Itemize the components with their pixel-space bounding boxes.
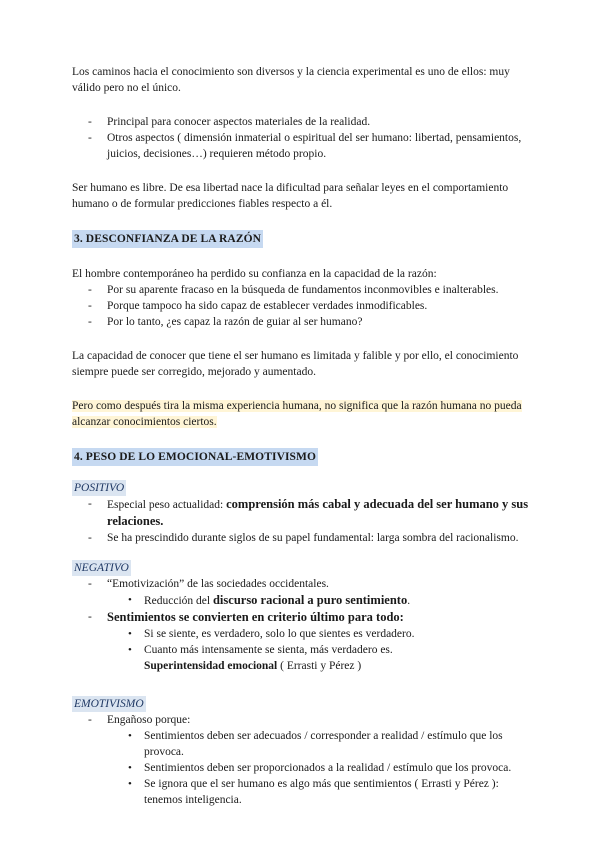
list-item: - Por su aparente fracaso en la búsqueda de fundamentos inconmovibles e inalterables. xyxy=(72,282,532,298)
freedom-paragraph: Ser humano es libre. De esa libertad nace la dificultad para señalar leyes en el comportamiento humano o de formular predicciones fiables respecto a él. xyxy=(72,182,509,210)
negative-bullets-1 xyxy=(72,592,532,609)
intro-paragraph: Los caminos hacia el conocimiento son diversos y la ciencia experimental es uno de ellos: muy válido pero no el único. xyxy=(72,66,510,94)
bullet-item xyxy=(72,592,532,609)
bullet-item: • Sentimientos deben ser proporcionados a la realidad / estímulo que los provoca. xyxy=(72,760,532,776)
list-item xyxy=(72,609,532,626)
emotivism-list xyxy=(72,712,532,728)
bullet-item: • Si se siente, es verdadero, solo lo que sientes es verdadero. xyxy=(72,626,532,642)
positive-list xyxy=(72,496,532,546)
negative-bullets-2 xyxy=(72,626,532,658)
intro-list xyxy=(72,114,532,162)
list-item: - Engañoso porque: xyxy=(72,712,532,728)
criteria-bold: Sentimientos se convierten en criterio último para todo: xyxy=(107,610,404,624)
document-page xyxy=(72,64,532,808)
bullet-suffix: . xyxy=(407,595,411,607)
highlighted-text: Pero como después tira la misma experiencia humana, no significa que la razón humana no pueda alcanzar conocimientos ciertos. xyxy=(72,400,522,428)
emotivism-label: EMOTIVISMO xyxy=(74,698,144,710)
positive-item-prefix: Especial peso actualidad: xyxy=(107,499,227,511)
bullet-item: • Cuanto más intensamente se sienta, más verdadero es. xyxy=(72,642,532,658)
capacity-paragraph: La capacidad de conocer que tiene el ser humano es limitada y falible y por ello, el conocimiento siempre puede ser corregido, mejorado y aumentado. xyxy=(72,350,519,378)
positive-item-suffix: . xyxy=(160,514,164,528)
highlight-paragraph xyxy=(72,398,532,430)
negative-list xyxy=(72,576,532,592)
negative-label: NEGATIVO xyxy=(74,562,129,574)
list-item: - Otros aspectos ( dimensión inmaterial o espiritual del ser humano: libertad, pensamientos, juicios, decisiones…) requieren método propio. xyxy=(72,130,532,162)
list-item: - Porque tampoco ha sido capaz de establecer verdades inmodificables. xyxy=(72,298,532,314)
superintensity-bold: Superintensidad emocional xyxy=(144,660,278,672)
section-3-lead: El hombre contemporáneo ha perdido su confianza en la capacidad de la razón: xyxy=(72,268,437,280)
bullet-bold: discurso racional a puro sentimiento xyxy=(212,593,408,607)
emotivism-bullets xyxy=(72,728,532,808)
superintensity-line xyxy=(72,658,532,674)
section-3-list xyxy=(72,282,532,330)
list-item xyxy=(72,496,532,530)
bullet-item: • Se ignora que el ser humano es algo más que sentimientos ( Errasti y Pérez ): tenemos inteligencia. xyxy=(72,776,532,808)
bullet-item: • Sentimientos deben ser adecuados / corresponder a realidad / estímulo que los provoca. xyxy=(72,728,532,760)
superintensity-suffix: ( Errasti y Pérez ) xyxy=(277,660,362,672)
bullet-prefix: Reducción del xyxy=(144,595,213,607)
section-4-heading: 4. PESO DE LO EMOCIONAL-EMOTIVISMO xyxy=(72,448,318,466)
list-item: - Principal para conocer aspectos materiales de la realidad. xyxy=(72,114,532,130)
negative-list-2 xyxy=(72,609,532,626)
list-item: - “Emotivización” de las sociedades occidentales. xyxy=(72,576,532,592)
list-item: - Se ha prescindido durante siglos de su papel fundamental: larga sombra del racionalismo. xyxy=(72,530,532,546)
list-item: - Por lo tanto, ¿es capaz la razón de guiar al ser humano? xyxy=(72,314,532,330)
section-3-heading: 3. DESCONFIANZA DE LA RAZÓN xyxy=(72,230,263,248)
positive-label: POSITIVO xyxy=(74,482,125,494)
positive-item-bold: comprensión más cabal y adecuada del ser humano y sus relaciones xyxy=(107,497,529,528)
